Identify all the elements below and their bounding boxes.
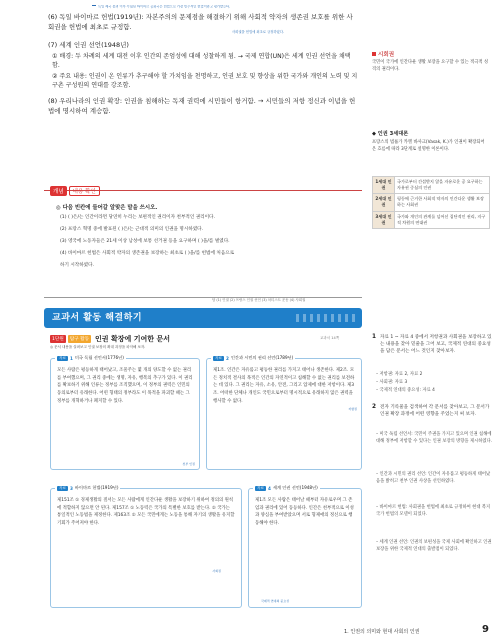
question-1-number: 1 [372, 334, 377, 340]
doc-text: 제1조 모든 사람은 태어날 때부터 자유로우며 그 존엄과 권리에 있어 동등하다. 인간은 천부적으로 이성과 양심을 부여받았으며 서로 형제애의 정신으로 행동해야 한다. [255, 498, 354, 527]
item-6-annotation: 사회권을 헌법에 최초로 규정하였다. [232, 30, 284, 34]
concept-badge-label: 내용 확인 [69, 186, 100, 196]
question-2-number: 2 [372, 404, 377, 410]
doc-text: 모든 사람은 평등하게 태어났고, 조물주는 몇 개의 양도할 수 없는 권리를 부여했으며, 그 권리 중에는 생명, 자유, 행복의 추구가 있다. 이 권리를 확보하기 위해 인류는 정부를 조직했으며, 이 정부의 권력은 인민의 동의로부터 유래한다. 어떤 형태의 정부라도 이 목적을 파괴할 때는 그 정부를 개혁하거나 폐지할 수 있다. [57, 368, 193, 404]
activity-badge: 1단원 [52, 336, 64, 342]
question-2-answer-4: – 세계 인권 선언: 인권의 보편성을 국제 사회에 확인하고 인권 보장을 위한 국제적 연대의 출발점이 되었다. [376, 540, 492, 552]
question-2-text: 전자 기록물을 검색하여 각 문서를 찾아보고, 그 문서가 인권 확장 과정에 어떤 영향을 주었는지 써 보자. [380, 405, 490, 418]
gen-label: 1세대 인권 [373, 177, 395, 194]
activity-header [50, 333, 170, 344]
item-7: (7) 세계 인권 선언(1948년) [48, 41, 129, 49]
generations-desc: 프랑스의 법률가 카렐 바사크(Vasak, K.)가 인권이 확장되어 온 흐름에 따라 3단계로 설명한 이론이다. [372, 140, 485, 152]
gen-label: 2세대 인권 [373, 194, 395, 211]
concept-question: ◎ 다음 빈칸에 들어갈 알맞은 말을 쓰시오. [56, 205, 158, 211]
doc-text: 제1조. 인간은 자유롭고 평등한 권리를 가지고 태어나 생존한다. 제2조. 모든 정치적 결사의 목적은 인간의 자연적이고 침해할 수 없는 권리를 보전하는 데 있다. 그 권리는 자유, 소유, 안전, 그리고 압제에 대한 저항이다. 제3조. 어떠한 단체나 개인도 국민으로부터 명시적으로 유래하지 않은 권력을 행사할 수 없다. [213, 368, 355, 404]
concept-badge: 개념 [50, 186, 67, 196]
source-doc-4-label [253, 485, 320, 491]
doc-annotation: 국제적 연대의 중요성 [261, 599, 289, 603]
activity-type-badge: 탐구 활동 [69, 336, 90, 342]
doc-tag: 자료 [215, 355, 222, 360]
concept-line-5: 하기 시작하였다. [60, 263, 94, 268]
section-title: 교과서 활동 해결하기 [52, 313, 143, 323]
question-2-answer-1: – 미국 독립 선언서: 국민이 주권을 가지고 있으며 인권 침해에 대해 정부에 저항할 수 있다는 인권 보장의 방향을 제시하였다. [376, 432, 493, 444]
source-doc-3-label [55, 485, 120, 491]
concept-line-2: (2) 프랑스 혁명 중에 발표된 ( )은/는 근대적 의미의 인권을 명시하였다. [60, 227, 204, 232]
activity-note: ◎ 문서 내용을 살펴보고 인권 보장의 확대 과정을 파악해 보자. [50, 345, 146, 349]
doc-name: 세계 인권 선언(1948년) [272, 485, 318, 490]
question-1-answer-1: – 저항권: 자료 2, 자료 2 [376, 372, 423, 377]
side-term-heading: 시회권 [372, 50, 394, 58]
gen-desc: 평등에 근거한 사회적 약자의 인간다운 생활 보장하는 사회권 [395, 194, 490, 211]
item-8: (8) 우리나라의 인권 확장: 인권을 침해하는 독재 권력에 시민들이 항거함. → 시민들의 저항 정신과 이념을 헌법에 명시하여 계승함. [48, 97, 356, 116]
doc-annotation: 천부 인권 [182, 462, 195, 466]
generations-table [372, 176, 490, 229]
doc-name: 인간과 시민의 권리 선언(1789년) [230, 355, 294, 360]
doc-tag: 자료 [257, 485, 264, 490]
doc-number: 1 [69, 355, 73, 361]
question-1-text: 자료 1 ~ 자료 4 중에서 저항권과 사회권을 보장하고 있는 내용을 찾아 밑줄을 그어 보고, 국제적 연대의 중요성을 담은 문서는 어느 것인지 찾아보자. [380, 335, 492, 355]
doc-name: 미국 독립 선언서(1776년) [74, 355, 124, 360]
gen-label: 3세대 인권 [373, 211, 395, 228]
top-annotation: 독일 제국 붕괴 이후 수립된 바이마르 공화국은 헌법으로 가장 민주적인 헌법이라고 평가받는다. [92, 5, 360, 9]
source-doc-1-label [55, 355, 126, 361]
item-7-2: ② 주요 내용: 인권이 온 인류가 추구해야 할 가치임을 천명하고, 인권 보호 및 향상을 위한 국가와 개인의 노력 및 지구촌 구성원의 연대를 강조함. [52, 73, 358, 90]
doc-annotation: 저항권 [348, 407, 357, 411]
activity-title: 인권 확장에 기여한 문서 [95, 334, 170, 343]
source-doc-2-label [211, 355, 295, 361]
table-row [373, 177, 490, 194]
question-2-answer-2: – 인간과 시민의 권리 선언: 인간이 자유롭고 평등하게 태어났음을 밝히고 천부 인권 사상을 선언하였다. [376, 472, 491, 484]
footer-chapter: 1. 인권의 의미와 현대 사회의 인권 [344, 629, 420, 635]
item-6: (6) 독일 바이마르 헌법(1919년): 자본주의의 문제점을 해결하기 위해 사회적 약자의 생존권 보호를 위한 사회권을 헌법에 최초로 규정함. [48, 13, 353, 32]
doc-number: 4 [267, 485, 271, 491]
doc-tag: 자료 [59, 355, 66, 360]
source-doc-3 [50, 485, 242, 608]
page-number: 9 [482, 624, 489, 635]
source-doc-2 [206, 355, 362, 470]
question-1-answer-2: – 사회권: 자료 3 [376, 380, 408, 385]
source-doc-4 [248, 485, 362, 608]
marker-icon [372, 52, 376, 56]
question-1-answer-3: – 국제적 연대의 중요성: 자료 4 [376, 388, 435, 393]
doc-text: 제151조 ① 경제생활의 질서는 모든 사람에게 인간다운 생활을 보장하기 위하여 정의의 원칙에 적합하지 않으면 안 된다. 제157조 ① 노동력은 국가의 특별한 보호를 받는다. ② 국가는 통일적인 노동법을 제정한다. 제163조 ② 모든 국민에게는 노동을 통해 자기의 생활을 유지할 기회가 주어져야 한다. [57, 498, 235, 527]
doc-number: 3 [69, 485, 73, 491]
doc-number: 2 [225, 355, 229, 361]
doc-name: 바이마르 헌법(1919년) [74, 485, 119, 490]
table-row [373, 211, 490, 228]
source-doc-1 [50, 355, 200, 470]
gen-desc: 국가로부터 간섭받지 않을 자유로운 공 요구하는 자유권 중심의 인권 [395, 177, 490, 194]
activity-page-ref: 교과서 14쪽 [320, 336, 340, 340]
concept-answers: 답 (1) 인권 (2) 프랑스 인권 선언 (3) 차티스트 운동 (4) 사회권 [212, 298, 306, 302]
question-2-answer-3: – 바이마르 헌법: 사회권을 헌법에 최초로 규정하여 현대 복지 국가 헌법의 모델이 되었다. [376, 505, 491, 517]
item-7-1: ① 배경: 두 차례의 세계 대전 이후 인간의 존엄성에 대해 성찰하게 됨. → 국제 연합(UN)은 세계 인권 선언을 채택함. [52, 53, 351, 70]
gen-desc: 국가와 개인의 관계를 넘어선 집단적인 권리, 지구적 차원의 연대권 [395, 211, 490, 228]
doc-tag: 자료 [59, 485, 66, 490]
generations-title: ◆ 인권 3세대론 [372, 131, 409, 137]
concept-line-4: (4) 바이마르 헌법은 사회적 약자의 생존권을 보장하는 최초로 ( )을/를 헌법에 처음으로 [60, 251, 235, 256]
side-term-desc: 국민이 국가에 인간다운 생활 보장을 요구할 수 있는 적극적 성격의 권리이다. [372, 60, 489, 72]
concept-check-title [50, 185, 100, 197]
doc-annotation: 사회권 [212, 569, 221, 573]
concept-line-3: (3) 영국에 노동자들은 21세 이상 남성에 보통 선거권 등을 요구하며 ( )을/를 벌였다. [60, 239, 230, 244]
concept-line-1: (1) ( )은/는 인간이라면 당연히 누리는 보편적인 권리이자 천부적인 권리이다. [60, 215, 215, 220]
table-row [373, 194, 490, 211]
